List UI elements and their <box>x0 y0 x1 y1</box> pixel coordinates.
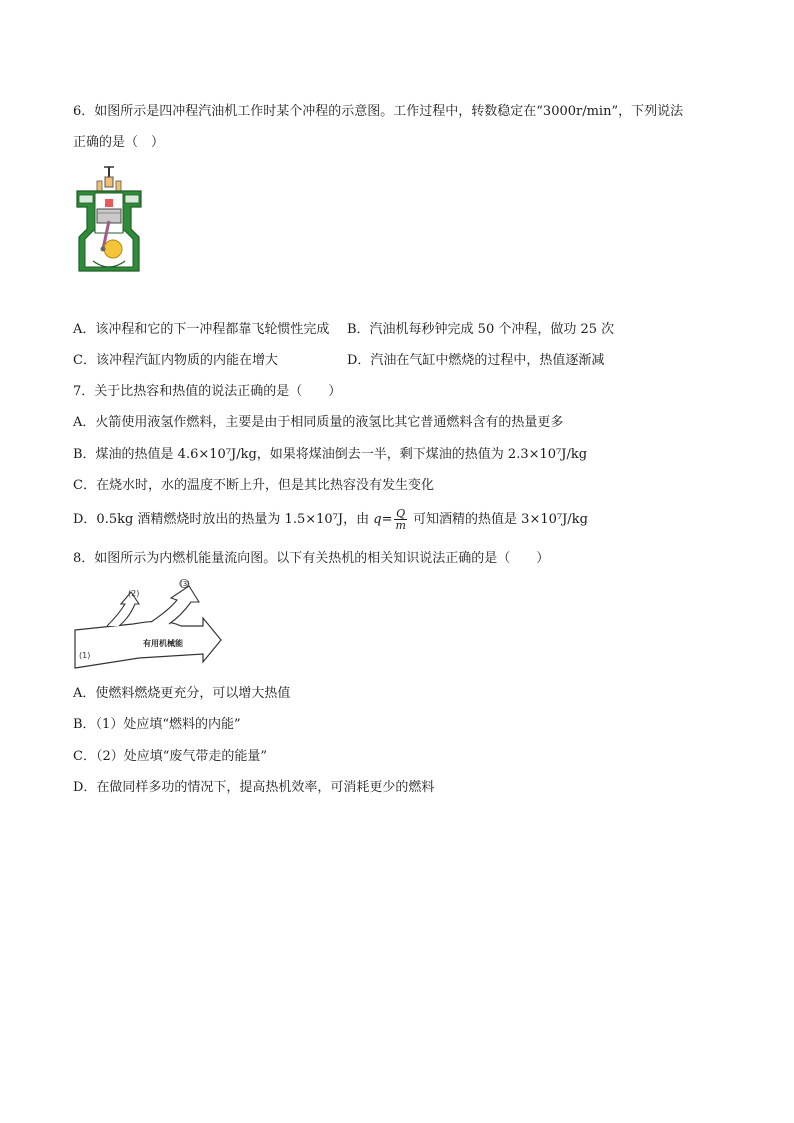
q7-option-d <box>73 506 588 534</box>
q8-option-b: B．（1）处应填“燃料的内能” <box>73 717 241 732</box>
q7-option-d-suffix: 可知酒精的热值是 3×10⁷J/kg <box>413 512 588 527</box>
q7-formula-eq: = <box>381 512 393 527</box>
flow-label-1: (1) <box>79 651 91 660</box>
energy-flow-diagram <box>73 578 223 674</box>
q7-formula-denominator: m <box>395 519 406 532</box>
q7-option-a: A．火箭使用液氢作燃料，主要是由于相同质量的液氢比其它普通燃料含有的热量更多 <box>73 415 564 430</box>
q8-option-a: A．使燃料燃烧更充分，可以增大热值 <box>73 686 291 701</box>
engine-stroke-diagram <box>73 163 145 275</box>
flow-label-2: (2) <box>128 589 140 598</box>
q6-option-d: D．汽油在气缸中燃烧的过程中，热值逐渐减 <box>347 353 605 368</box>
q6-stem-line2: 正确的是（ ） <box>73 135 165 150</box>
q7-option-c: C．在烧水时，水的温度不断上升，但是其比热容没有发生变化 <box>73 478 434 493</box>
flow-main-label: 有用机械能 <box>143 639 183 648</box>
q7-formula-q: q <box>373 512 382 527</box>
q7-formula-fraction <box>394 508 406 531</box>
q6-option-b: B．汽油机每秒钟完成 50 个冲程，做功 25 次 <box>347 322 615 337</box>
q7-option-d-prefix: D．0.5kg 酒精燃烧时放出的热量为 1.5×10⁷J，由 <box>73 512 370 527</box>
q6-stem-line1: 6．如图所示是四冲程汽油机工作时某个冲程的示意图。工作过程中，转数稳定在“3000r/min”，下列说法 <box>73 104 684 119</box>
q6-option-a: A．该冲程和它的下一冲程都靠飞轮惯性完成 <box>73 322 330 337</box>
q7-formula-numerator: Q <box>396 507 406 520</box>
q8-stem: 8．如图所示为内燃机能量流向图。以下有关热机的相关知识说法正确的是（ ） <box>73 551 550 566</box>
q8-option-d: D．在做同样多功的情况下，提高热机效率，可消耗更少的燃料 <box>73 780 435 795</box>
q8-option-c: C．（2）处应填“废气带走的能量” <box>73 749 268 764</box>
q7-stem: 7．关于比热容和热值的说法正确的是（ ） <box>73 384 342 399</box>
q7-option-b: B．煤油的热值是 4.6×10⁷J/kg，如果将煤油倒去一半，剩下煤油的热值为 2.3×10⁷J/kg <box>73 447 588 462</box>
flow-label-3: (3) <box>180 580 190 588</box>
q6-option-c: C．该冲程汽缸内物质的内能在增大 <box>73 353 278 368</box>
